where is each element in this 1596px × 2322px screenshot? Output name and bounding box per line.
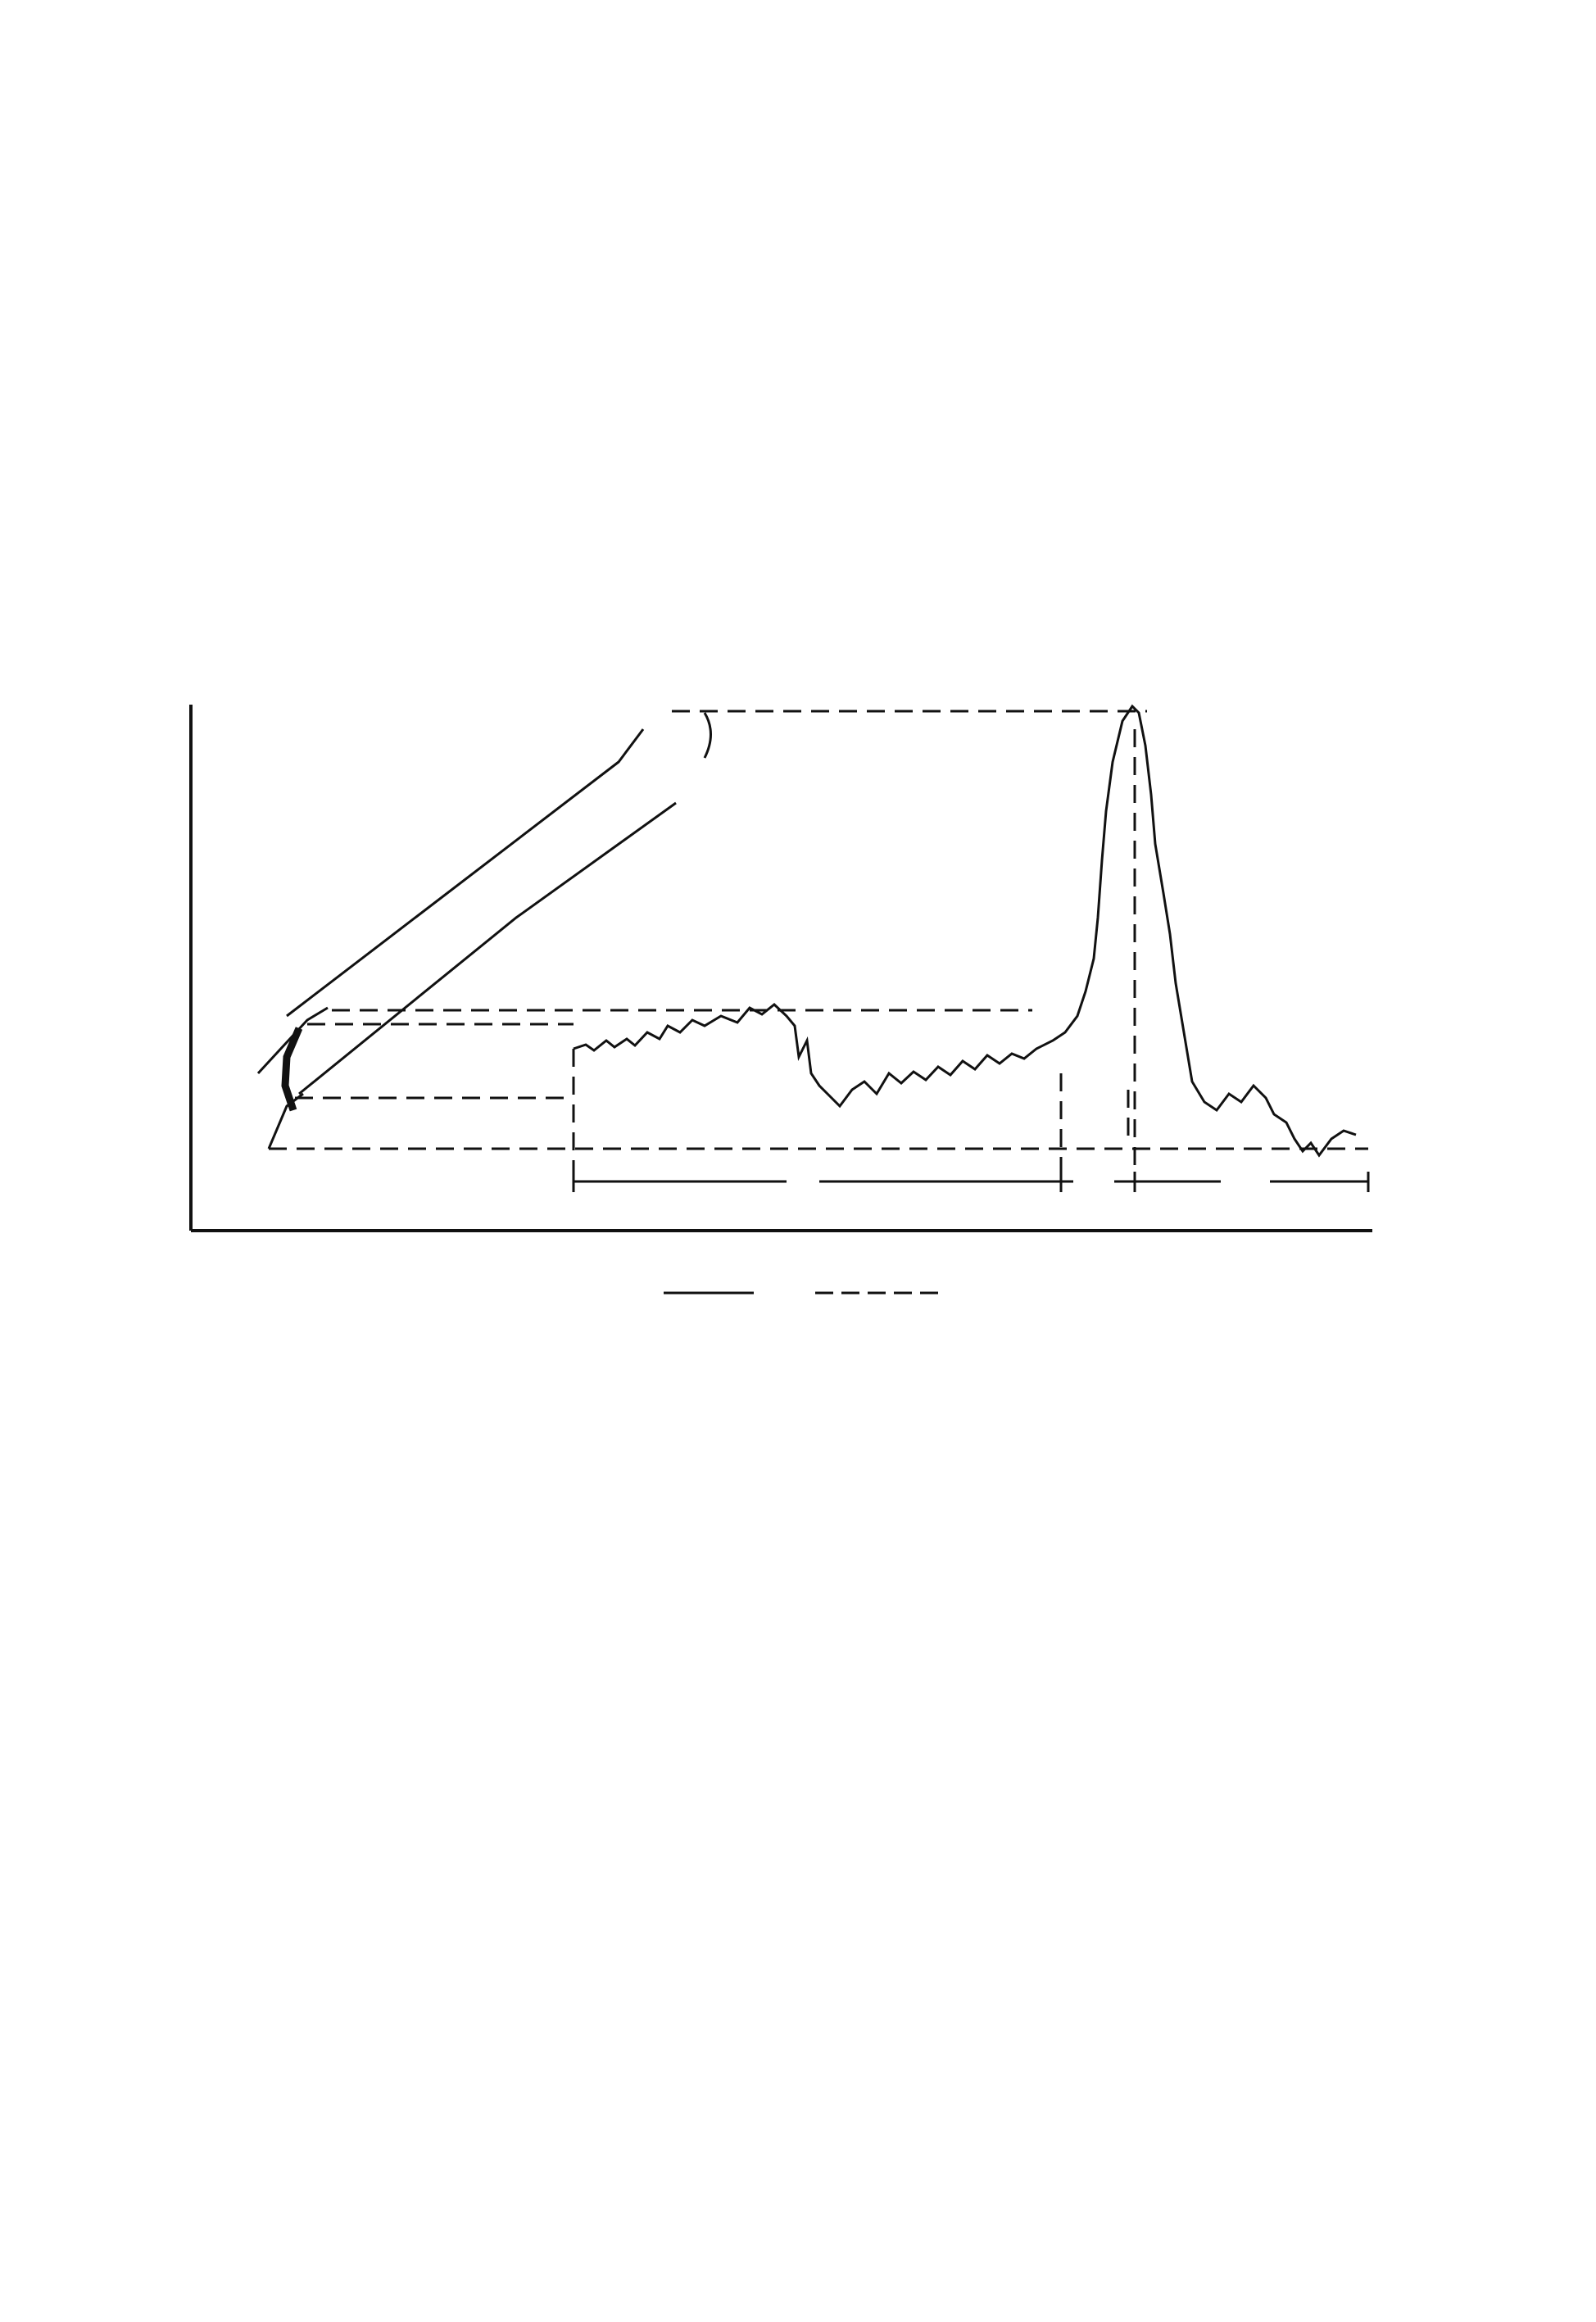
curve-ii-line: [287, 729, 643, 1016]
curve-low-line: [269, 1094, 303, 1149]
figure-24: [164, 647, 1426, 1303]
crest-bracket: [705, 713, 711, 758]
curve-iii-line: [299, 803, 676, 1094]
stage-hydrograph: [574, 706, 1356, 1155]
